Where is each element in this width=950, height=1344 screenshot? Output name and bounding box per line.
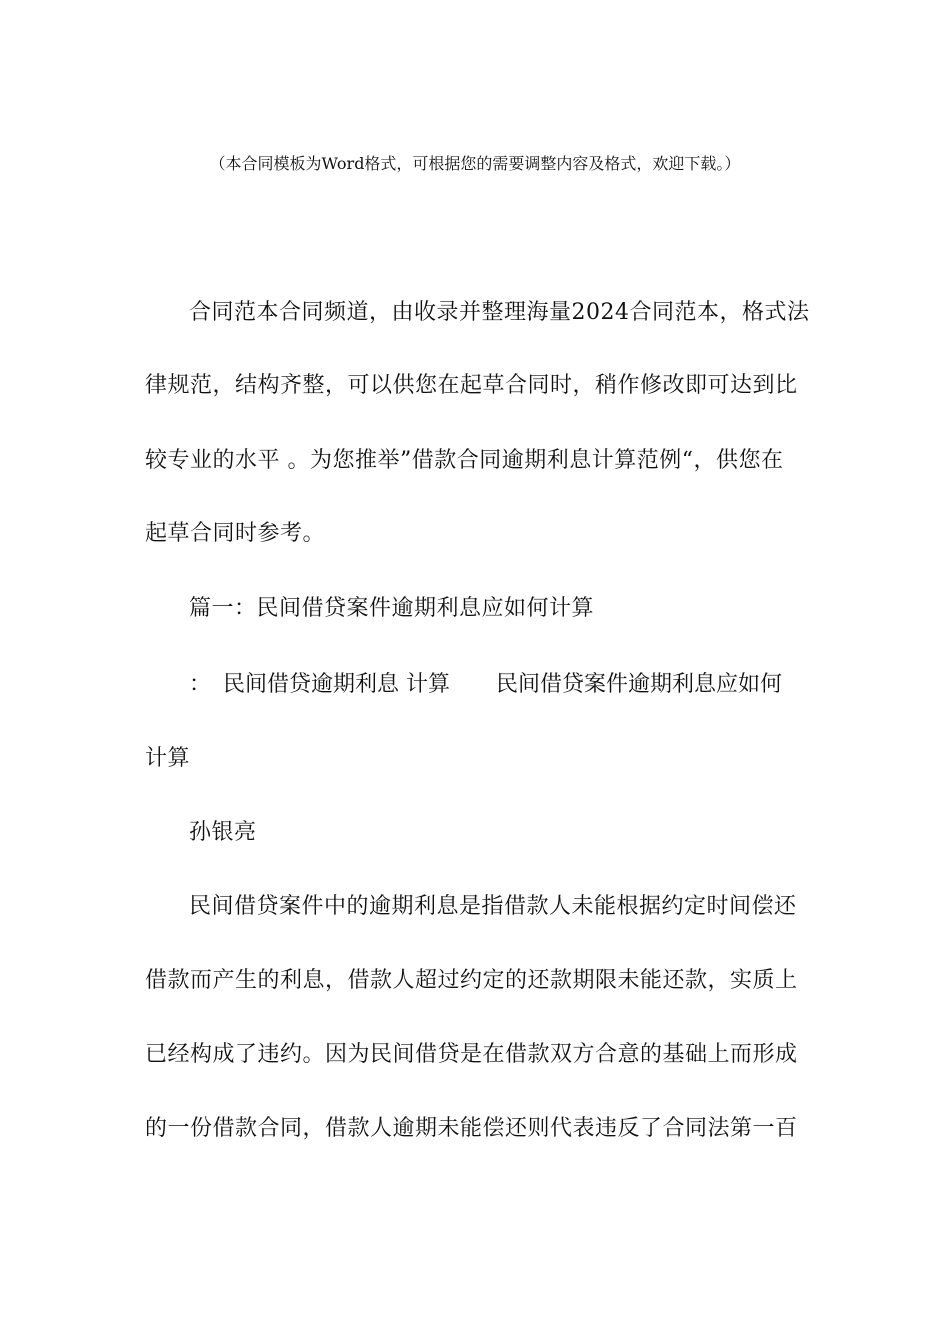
body-line-3: 已经构成了违约。因为民间借贷是在借款双方合意的基础上而形成 — [145, 1042, 798, 1067]
template-notice: （本合同模板为Word格式，可根据您的需要调整内容及格式，欢迎下载。） — [209, 154, 741, 173]
keywords-line — [189, 669, 782, 701]
keyword-2: 民间借贷案件逾期利息应如何 — [496, 672, 783, 697]
author-name: 孙银亮 — [189, 820, 257, 845]
body-line-1: 民间借贷案件中的逾期利息是指借款人未能根据约定时间偿还 — [189, 894, 797, 919]
intro-line-2: 律规范，结构齐整，可以供您在起草合同时，稍作修改即可达到比 — [145, 373, 798, 398]
keywords-colon: ： — [189, 672, 212, 697]
article-title: 篇一：民间借贷案件逾期利息应如何计算 — [189, 596, 595, 621]
intro-line-3: 较专业的水平 。为您推举”借款合同逾期利息计算范例“，供您在 — [145, 448, 784, 473]
body-line-4: 的一份借款合同，借款人逾期未能偿还则代表违反了合同法第一百 — [145, 1116, 798, 1141]
intro-line-4: 起草合同时参考。 — [145, 521, 326, 546]
body-line-2: 借款而产生的利息，借款人超过约定的还款期限未能还款，实质上 — [145, 968, 798, 993]
intro-line-1: 合同范本合同频道，由收录并整理海量2024合同范本，格式法 — [189, 300, 810, 325]
keyword-2-continuation: 计算 — [145, 746, 191, 771]
keyword-1: 民间借贷逾期利息 计算 — [223, 672, 450, 697]
